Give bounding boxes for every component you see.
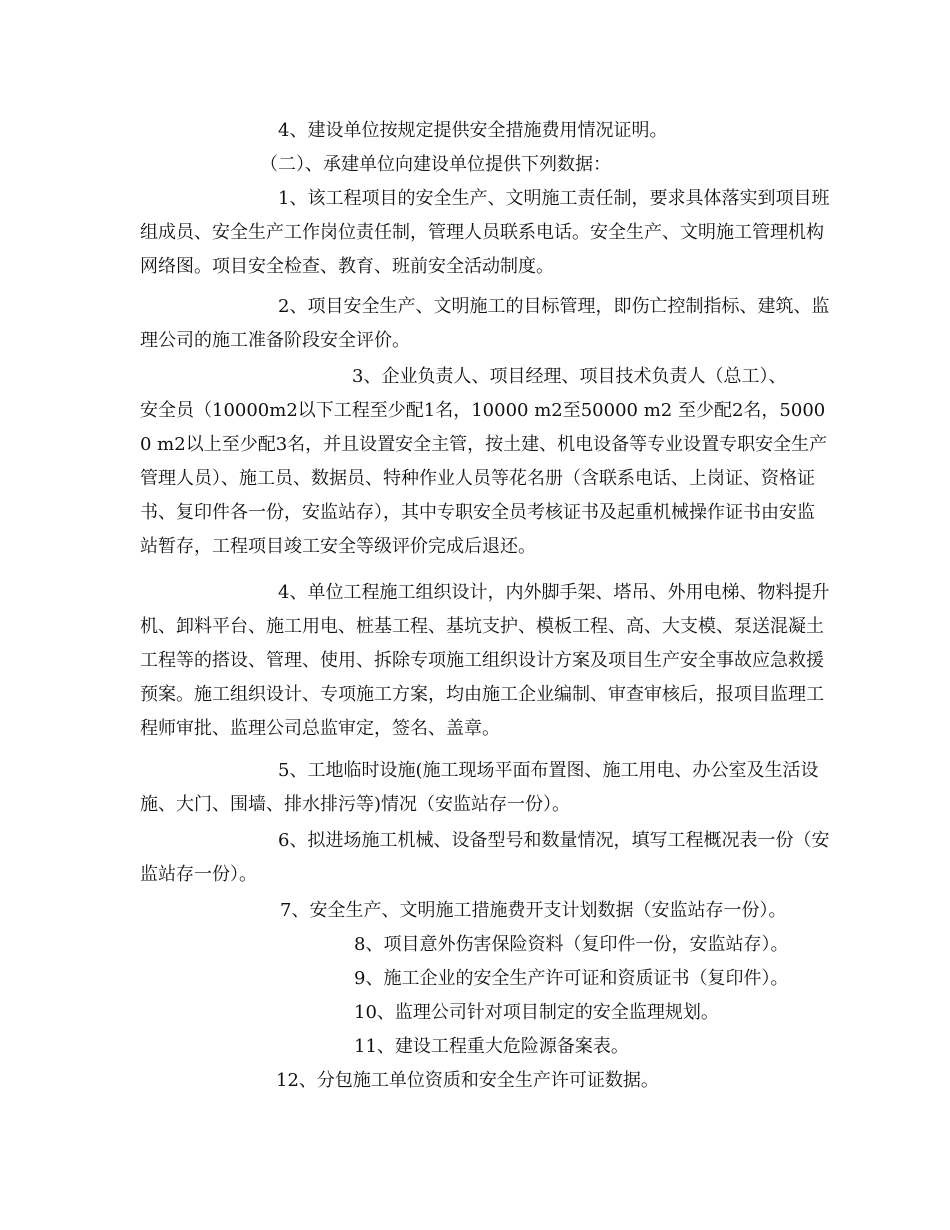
paragraph-13: 10、监理公司针对项目制定的安全监理规划。 bbox=[354, 1002, 719, 1023]
paragraph-8: 5、工地临时设施(施工现场平面布置图、施工用电、办公室及生活设施、大门、围墙、排水排污等)情况（安监站存一份）。 bbox=[140, 760, 819, 815]
paragraph-10: 7、安全生产、文明施工措施费开支计划数据（安监站存一份）。 bbox=[280, 900, 787, 921]
paragraph-11: 8、项目意外伤害保险资料（复印件一份，安监站存）。 bbox=[354, 934, 789, 955]
paragraph-14: 11、建设工程重大危险源备案表。 bbox=[354, 1036, 629, 1057]
paragraph-12: 9、施工企业的安全生产许可证和资质证书（复印件）。 bbox=[354, 968, 789, 989]
paragraph-6: 安全员（10000m2以下工程至少配1名，10000 m2至50000 m2 至少配2名，50000 m2以上至少配3名，并且设置安全主管，按土建、机电设备等专业设置专职安全生产管理人员）、施工员、数据员、特种作业人员等花名册（含联系电话、上岗证、资格证书、复印件各一份，安监站存），其中专职安全员考核证书及起重机械操作证书由安监站暂存，工程项目竣工安全等级评价完成后退还。 bbox=[140, 400, 828, 557]
paragraph-5: 3、企业负责人、项目经理、项目技术负责人（总工）、 bbox=[352, 366, 787, 387]
paragraph-1: 4、建设单位按规定提供安全措施费用情况证明。 bbox=[278, 120, 668, 141]
paragraph-15: 12、分包施工单位资质和安全生产许可证数据。 bbox=[276, 1070, 659, 1091]
paragraph-7: 4、单位工程施工组织设计，内外脚手架、塔吊、外用电梯、物料提升机、卸料平台、施工用电、桩基工程、基坑支护、模板工程、高、大支模、泵送混凝土工程等的搭设、管理、使用、拆除专项施工组织设计方案及项目生产安全事故应急救援预案。施工组织设计、专项施工方案，均由施工企业编制、审查审核后，报项目监理工程师审批、监理公司总监审定，签名、盖章。 bbox=[140, 582, 830, 739]
paragraph-4: 2、项目安全生产、文明施工的目标管理，即伤亡控制指标、建筑、监理公司的施工准备阶段安全评价。 bbox=[140, 296, 830, 351]
paragraph-2: （二）、承建单位向建设单位提供下列数据： bbox=[260, 154, 611, 175]
paragraph-9: 6、拟进场施工机械、设备型号和数量情况，填写工程概况表一份（安监站存一份）。 bbox=[140, 830, 830, 885]
paragraph-3: 1、该工程项目的安全生产、文明施工责任制，要求具体落实到项目班组成员、安全生产工作岗位责任制，管理人员联系电话。安全生产、文明施工管理机构网络图。项目安全检查、教育、班前安全活动制度。 bbox=[140, 188, 830, 277]
